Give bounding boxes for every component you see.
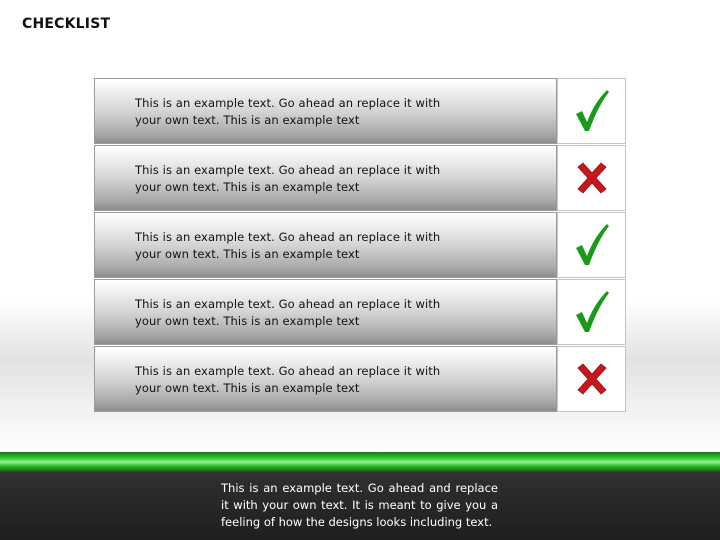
checklist-row-bar	[94, 145, 557, 211]
check-icon	[574, 290, 610, 334]
cross-icon	[575, 162, 609, 194]
checklist-status-cell	[557, 145, 626, 211]
cross-icon	[575, 363, 609, 395]
checklist-row-label: This is an example text. Go ahead an replace it with your own text. This is an example text	[135, 297, 441, 328]
checklist-row-bar	[94, 212, 557, 278]
checklist-status-cell	[557, 212, 626, 278]
checklist-row	[94, 279, 626, 345]
checklist-status-cell	[557, 78, 626, 144]
checklist-row	[94, 212, 626, 278]
checklist	[94, 78, 626, 412]
checklist-row-label: This is an example text. Go ahead an replace it with your own text. This is an example text	[135, 163, 441, 194]
checklist-row	[94, 78, 626, 144]
checklist-row-bar	[94, 346, 557, 412]
checklist-row	[94, 346, 626, 412]
check-icon	[574, 89, 610, 133]
checklist-row	[94, 145, 626, 211]
checklist-row-label: This is an example text. Go ahead an replace it with your own text. This is an example text	[135, 230, 441, 261]
checklist-row-label: This is an example text. Go ahead an replace it with your own text. This is an example text	[135, 364, 441, 395]
footer-text: This is an example text. Go ahead and replace it with your own text. It is meant to give you a feeling of how the designs looks including text.	[221, 481, 498, 529]
check-icon	[574, 223, 610, 267]
slide-title: CHECKLIST	[22, 16, 111, 32]
checklist-status-cell	[557, 346, 626, 412]
checklist-status-cell	[557, 279, 626, 345]
checklist-row-bar	[94, 78, 557, 144]
checklist-row-bar	[94, 279, 557, 345]
checklist-row-label: This is an example text. Go ahead an replace it with your own text. This is an example text	[135, 96, 441, 127]
accent-stripe	[0, 452, 720, 472]
